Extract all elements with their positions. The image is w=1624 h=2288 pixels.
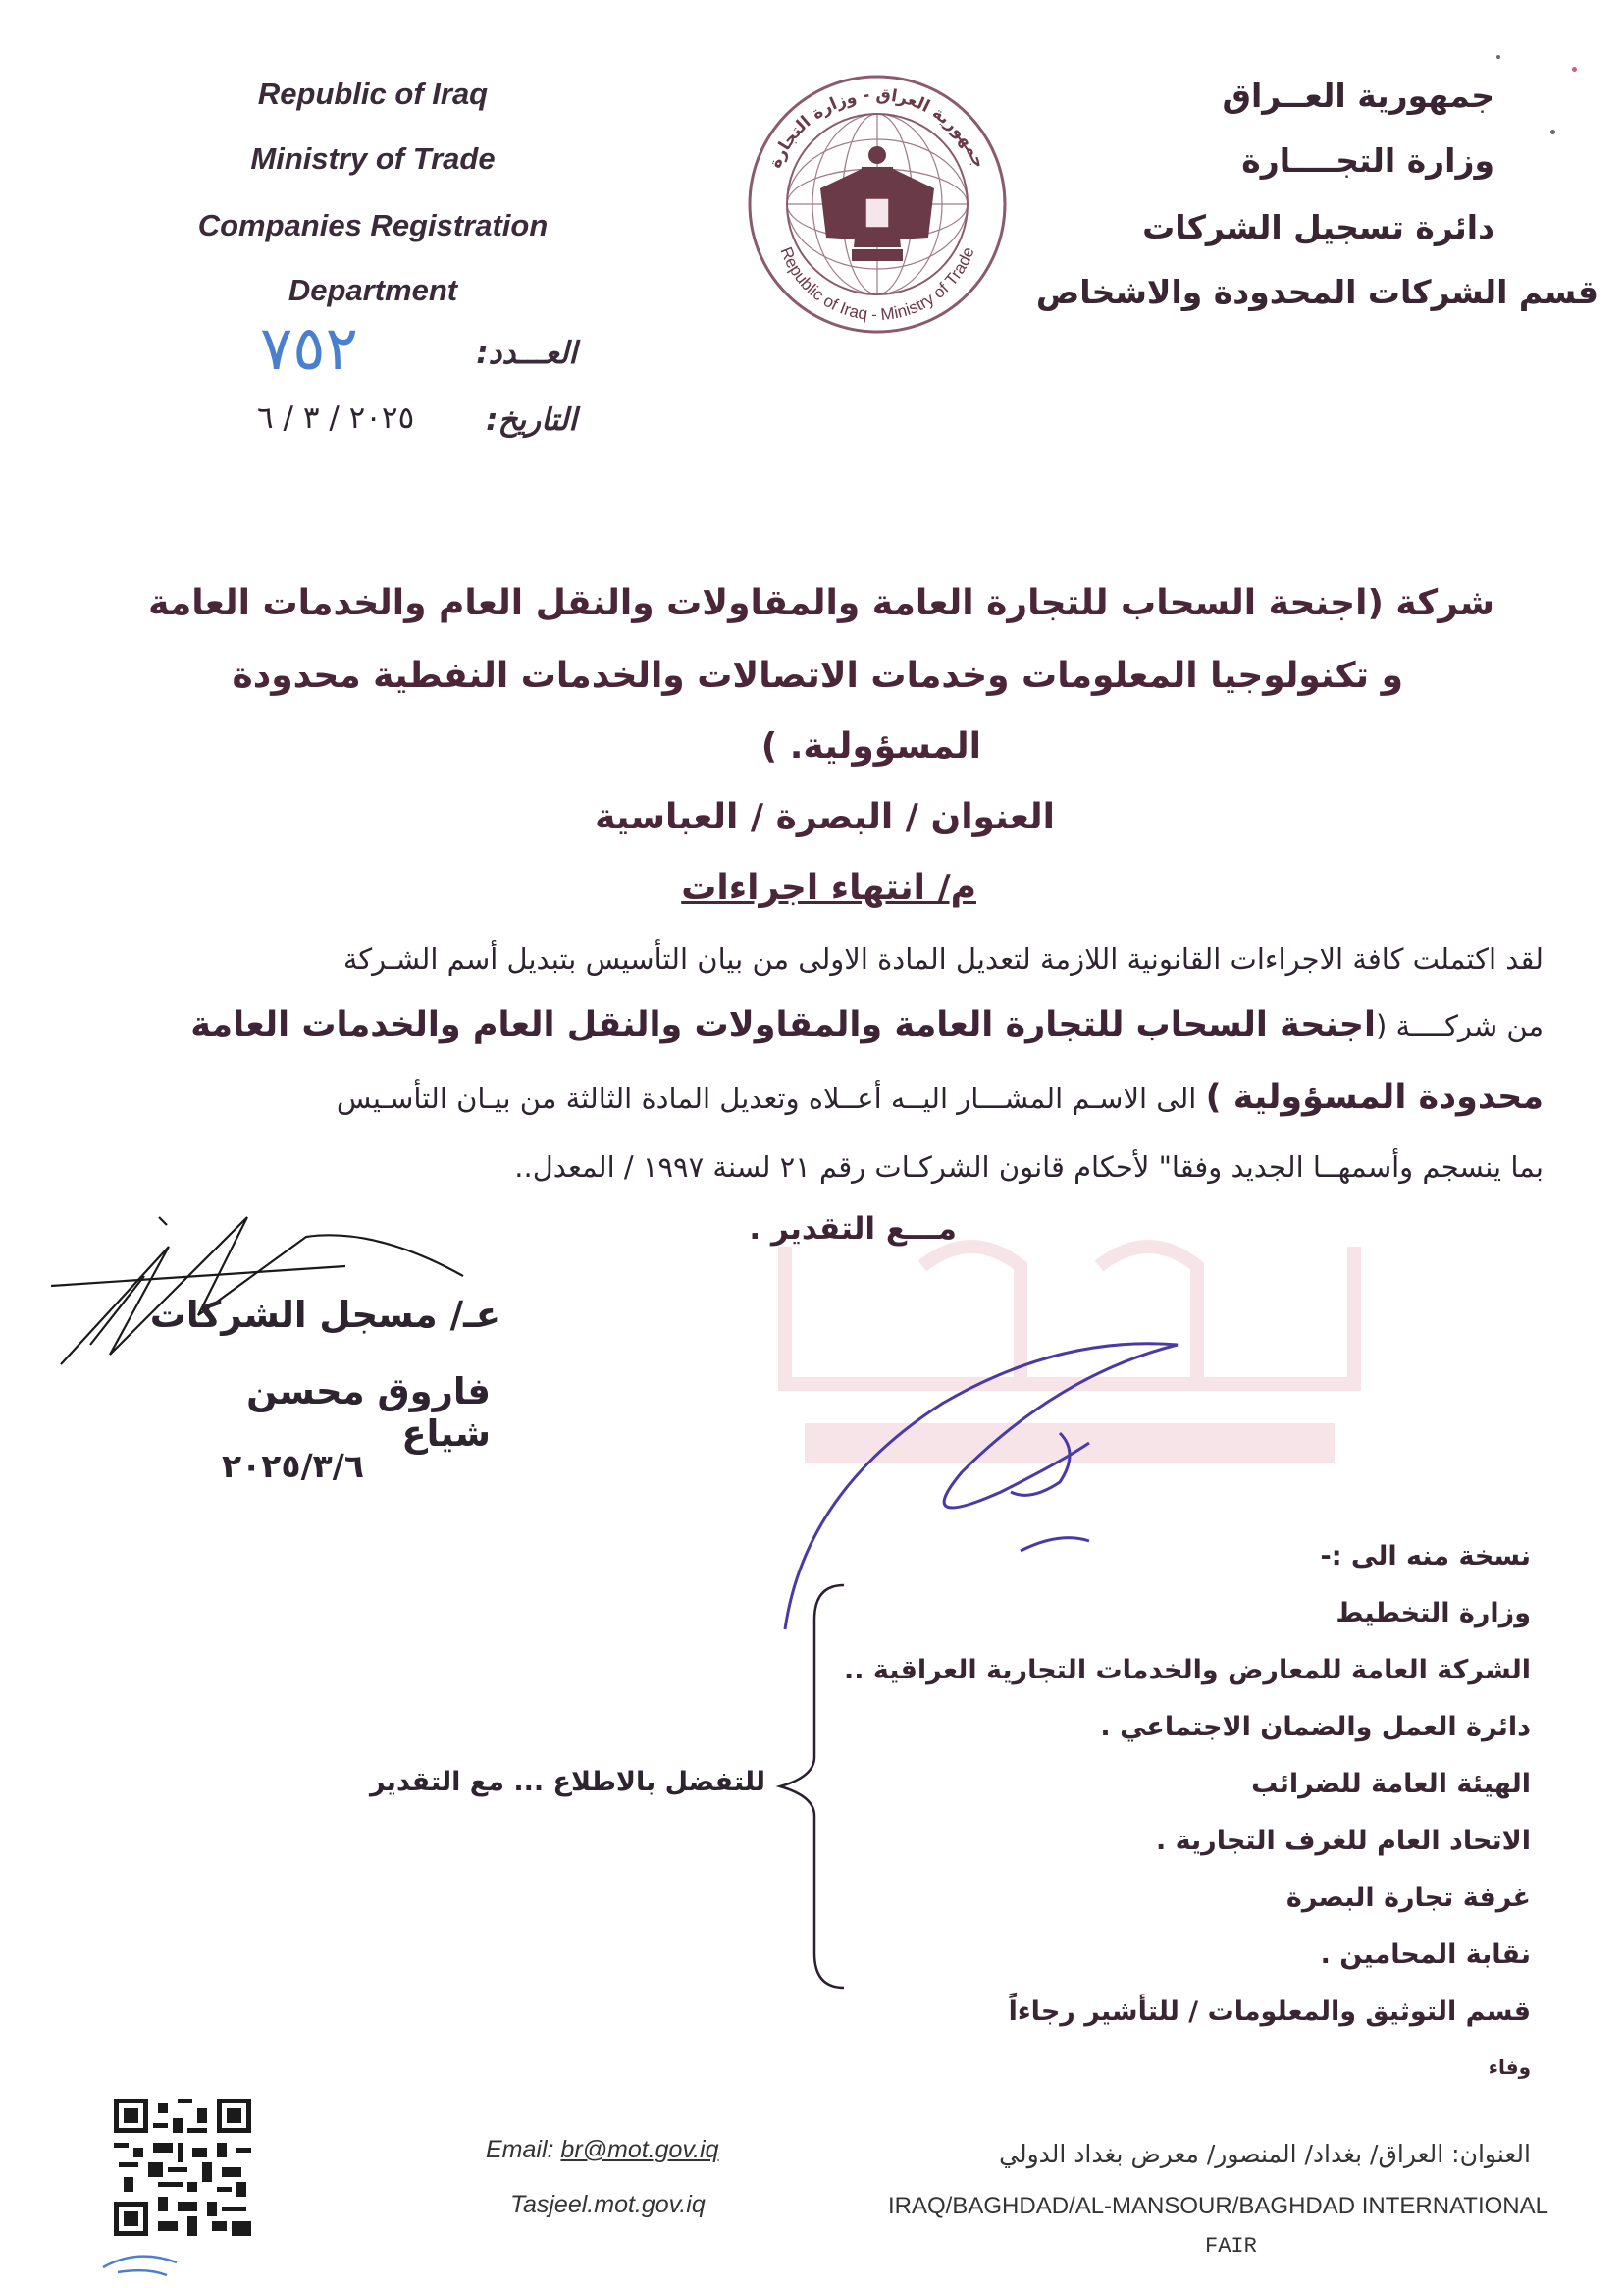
date-value: ٢٠٢٥ / ٣ / ٦ — [257, 400, 415, 436]
footer-address-en-1: IRAQ/BAGHDAD/AL-MANSOUR/BAGHDAD INTERNATIONAL — [888, 2193, 1548, 2219]
copy-item-8: قسم التوثيق والمعلومات / للتأشير رجاءاً — [1008, 1996, 1531, 2027]
header-ar-line-2: وزارة التجــــارة — [1241, 141, 1494, 180]
copy-item-4: الهيئة العامة للضرائب — [1251, 1769, 1531, 1799]
header-ar-line-3: دائرة تسجيل الشركات — [1142, 208, 1494, 246]
footer-address-ar: العنوان: العراق/ بغداد/ المنصور/ معرض بغداد الدولي — [999, 2140, 1531, 2168]
copy-item-2: الشركة العامة للمعارض والخدمات التجارية العراقية .. — [843, 1655, 1531, 1685]
header-ar-line-4: قسم الشركات المحدودة والاشخاص — [1035, 273, 1598, 311]
header-en-line-3: Companies Registration — [197, 208, 549, 242]
copy-item-5: الاتحاد العام للغرف التجارية . — [1156, 1826, 1531, 1856]
qr-ink-mark — [98, 2248, 186, 2285]
date-label: التاريخ: — [486, 402, 577, 438]
footer-email — [486, 2136, 719, 2164]
copy-item-7: نقابة المحامين . — [1320, 1940, 1531, 1970]
signature-scribble-left — [51, 1207, 473, 1374]
qr-code — [114, 2099, 251, 2236]
closing: مـــع التقدير . — [749, 1211, 957, 1247]
body-line-3-rest: الى الاسـم المشـــار اليــه أعــلاه وتعديل المادة الثالثة من بيـان التأسـيس — [336, 1082, 1206, 1115]
number-label: العـــدد: — [476, 336, 577, 371]
company-line-1: شركة (اجنحة السحاب للتجارة العامة والمقاولات والنقل العام والخدمات العامة — [148, 583, 1494, 623]
header-en-line-1: Republic of Iraq — [257, 77, 489, 111]
copy-item-1: وزارة التخطيط — [1336, 1598, 1531, 1628]
copies-bracket — [765, 1580, 864, 1993]
signature-date: ٢٠٢٥/٣/٦ — [222, 1447, 364, 1485]
subject-re: م/ انتهاء اجراءات — [681, 868, 976, 908]
bracket-note: للتفضل بالاطلاع ... مع التقدير — [370, 1767, 765, 1797]
copies-heading: نسخة منه الى :- — [1320, 1541, 1531, 1571]
number-handwritten: ٧٥٢ — [260, 312, 358, 384]
body-line-4: بما ينسجم وأسمهــا الجديد وفقا" لأحكام قانون الشركـات رقم ٢١ لسنة ١٩٩٧ / المعدل.. — [514, 1150, 1544, 1184]
body-line-2 — [72, 1005, 1544, 1044]
footer-email-label: Email: — [486, 2136, 554, 2163]
body-line-2-bold: اجنحة السحاب للتجارة العامة والمقاولات والنقل العام والخدمات العامة — [190, 1005, 1376, 1044]
seal-arabic-text: جمهورية العراق - وزارة التجارة — [765, 84, 989, 172]
scan-dot — [1550, 130, 1555, 134]
footer-website[interactable]: Tasjeel.mot.gov.iq — [510, 2191, 706, 2218]
footer-address-en-2: FAIR — [1205, 2234, 1257, 2259]
copies-trailing: وفاء — [1488, 2055, 1531, 2079]
signature-name: فاروق محسن شياع — [246, 1370, 491, 1455]
copy-item-3: دائرة العمل والضمان الاجتماعي . — [1100, 1712, 1531, 1742]
header-en-line-2: Ministry of Trade — [250, 141, 496, 176]
body-line-3-bold: محدودة المسؤولية ) — [1205, 1078, 1544, 1117]
header-en-line-4: Department — [288, 273, 458, 307]
header-ar-line-1: جمهورية العــراق — [1222, 77, 1494, 115]
body-line-3 — [72, 1078, 1544, 1117]
subject-address: العنوان / البصرة / العباسية — [595, 797, 1055, 837]
signature-title: عـ/ مسجل الشركات — [149, 1294, 500, 1336]
scan-dot — [1572, 67, 1577, 72]
scan-dot — [1496, 55, 1500, 59]
company-line-2: و تكنولوجيا المعلومات وخدمات الاتصالات والخدمات النفطية محدودة — [232, 656, 1403, 696]
body-line-2-prefix: من شركــــة ( — [1376, 1009, 1544, 1042]
body-line-1: لقد اكتملت كافة الاجراءات القانونية اللازمة لتعديل المادة الاولى من بيان التأسيس بتبديل أسم الشـركة — [342, 942, 1544, 976]
footer-email-link[interactable]: br@mot.gov.iq — [560, 2136, 719, 2163]
seal-english-text: Republic of Iraq - Ministry of Trade — [776, 244, 978, 325]
copy-item-6: غرفة تجارة البصرة — [1285, 1883, 1531, 1913]
company-line-3: المسؤولية. ) — [760, 726, 981, 767]
